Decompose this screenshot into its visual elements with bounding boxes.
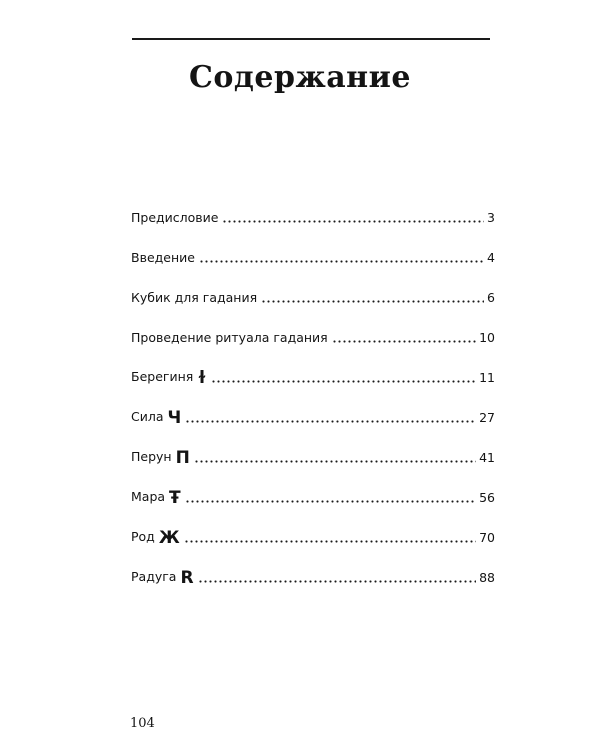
toc-entry-kubik[interactable]: [131, 266, 495, 306]
dot-leader: [185, 420, 476, 423]
top-rule: [132, 38, 490, 40]
toc-entry-label: Кубик для гадания: [131, 290, 258, 305]
toc-entry-page: 10: [479, 330, 495, 345]
dot-leader: [198, 580, 477, 583]
toc-entry-page: 27: [479, 410, 495, 425]
table-of-contents: [131, 186, 495, 586]
toc-entry-predislovie[interactable]: [131, 186, 495, 226]
toc-entry-label: Предисловие: [131, 210, 219, 225]
rod-rune-icon: Ж: [158, 528, 180, 548]
sila-rune-icon: Ч: [167, 408, 182, 428]
dot-leader: [222, 220, 484, 223]
dot-leader: [184, 540, 476, 543]
page-title: Содержание: [189, 60, 411, 95]
toc-entry-label: Проведение ритуала гадания: [131, 330, 328, 345]
toc-entry-vvedenie[interactable]: [131, 226, 495, 266]
perun-rune-icon: П: [175, 448, 190, 468]
dot-leader: [194, 460, 476, 463]
toc-entry-raduga[interactable]: [131, 546, 495, 586]
toc-entry-label: Мара Ŧ: [131, 488, 181, 508]
toc-entry-ritual[interactable]: [131, 306, 495, 346]
toc-entry-label: Радуга R: [131, 568, 194, 588]
toc-entry-page: 4: [487, 250, 495, 265]
bereginya-rune-icon: ɫ: [197, 368, 207, 388]
toc-entry-page: 11: [479, 370, 495, 385]
raduga-rune-icon: R: [180, 568, 194, 588]
toc-entry-label: Введение: [131, 250, 195, 265]
dot-leader: [185, 500, 476, 503]
toc-entry-label: Сила Ч: [131, 408, 182, 428]
toc-entry-page: 6: [487, 290, 495, 305]
toc-entry-page: 88: [479, 570, 495, 585]
toc-entry-page: 41: [479, 450, 495, 465]
dot-leader: [199, 260, 484, 263]
toc-entry-rod[interactable]: [131, 506, 495, 546]
dot-leader: [261, 300, 484, 303]
toc-entry-page: 56: [479, 490, 495, 505]
dot-leader: [332, 340, 476, 343]
toc-entry-bereginya[interactable]: [131, 346, 495, 386]
toc-entry-mara[interactable]: [131, 466, 495, 506]
toc-entry-label: Берегиня ɫ: [131, 368, 207, 388]
page-number: 104: [130, 716, 155, 731]
toc-entry-label: Перун П: [131, 448, 190, 468]
toc-entry-perun[interactable]: [131, 426, 495, 466]
mara-rune-icon: Ŧ: [169, 488, 181, 508]
toc-entry-sila[interactable]: [131, 386, 495, 426]
toc-entry-page: 70: [479, 530, 495, 545]
dot-leader: [211, 380, 476, 383]
toc-entry-label: Род Ж: [131, 528, 180, 548]
toc-entry-page: 3: [487, 210, 495, 225]
